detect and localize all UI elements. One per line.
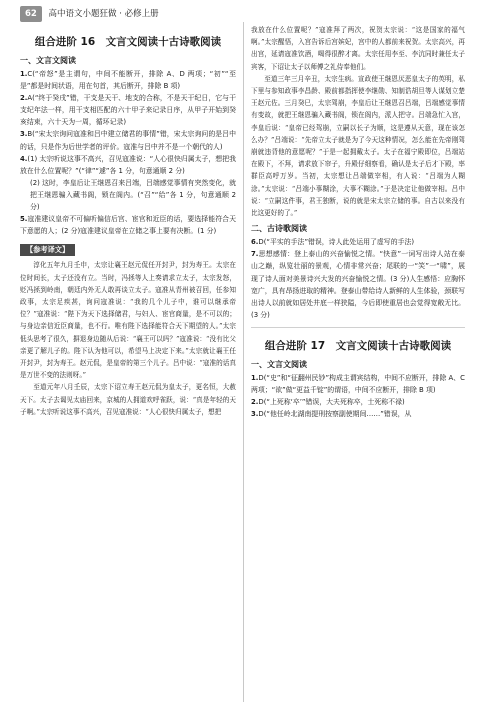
page-header xyxy=(20,6,159,22)
answer-number: 7. xyxy=(251,250,259,259)
answer-number: 6. xyxy=(251,238,259,247)
reference-translation-heading: 【参考译文】 xyxy=(20,244,75,256)
g17-answer-1 xyxy=(251,372,465,396)
answer-number: 3. xyxy=(20,130,28,139)
answer-number: 2. xyxy=(20,94,28,103)
group17-title: 组合进阶 17 文言文阅读十古诗歌阅读 xyxy=(264,339,452,352)
section-rule xyxy=(251,327,465,328)
translation-continued: 我放在什么位置呢？”寇准拜了两次，祝贺太宗说：“这是国家的福气啊。”太宗醒悟，入宫告诉后宫嫔妃，宫中的人都前来祝贺。太宗高兴，再出宫，延请寇准饮酒，喝得很醉才离。太宗任用李至、李沆同时兼任太子宾客，下诏让太子以师傅之礼侍奉他们。 xyxy=(251,26,465,71)
translation-paragraph: 至道元年八月壬辰，太宗下诏立寿王赵元侃为皇太子，更名恒，大赦天下。太子去谒见太庙回来，京城的人拥道欢呼雀跃，说：“真是年轻的天子啊。”太宗听说这事不高兴，召见寇准说：“人心很快归属太子，想把 xyxy=(20,383,236,416)
answer-6 xyxy=(251,236,465,248)
left-column xyxy=(20,24,236,418)
answer-text: A(“终于癸戌”错，干支是天干、地支的合称，不是天干纪日，它与干支纪年法一样，用干支相匹配的六十甲子来记录日序，从甲子开始到癸亥结束，六十天为一周，循环记录) xyxy=(20,94,236,127)
answer-text: C(“帝怒”是主谓句，中间不能断开，排除 A、D 两项；“初”“至是”都是时间状语，用在句首，其后断开，排除 B 项) xyxy=(20,70,236,91)
section-classical-reading-17: 一、文言文阅读 xyxy=(251,359,307,369)
answer-5 xyxy=(20,213,236,237)
answer-text: D(“他任岭北湖南提刑按察副使期间……”错误，从 xyxy=(258,410,412,419)
page-number: 62 xyxy=(20,6,42,22)
right-column xyxy=(251,24,465,420)
book-title: 高中语文小题狂做 · 必修上册 xyxy=(48,9,159,19)
answer-number: 1. xyxy=(251,373,259,382)
translation-paragraph: 淳化五年九月壬申，太宗让襄王赵元侃任开封尹，封为寿王。太宗在位时间长，太子还没有立。当时，冯拯等人上奏请求立太子，太宗发怒，贬冯拯到岭南，朝廷内外无人敢再谈立太子。寇准从青州被召回，任参知政事，太宗足疾甚，询问寇准说：“我的几个儿子中，谁可以继承帝位？”寇准说：“陛下为天下选择储君，与妇人、宦官商量，是不可以的；与身边亲信近臣商量，也不行。唯有陛下选择能符合天下期望的人。”太宗低头思考了很久，摒退身边随从后说：“襄王可以吗？”寇准说：“没有比父亲更了解儿子的。陛下认为他可以，希望马上决定下来。”太宗就让襄王任开封尹，封为寿王。赵元侃，是皇帝的第三个儿子。吕中说：“寇准的话真是万世不变的法则呀。” xyxy=(20,261,236,380)
answer-text: (1) 太宗听说这事不高兴，召见寇准说：“人心很快归属太子，想把我放在什么位置呢？”(“律”“遽”各 1 分，句意通顺 2 分) xyxy=(20,154,236,175)
answer-number: 5. xyxy=(20,215,28,224)
answer-text: 寇准建议皇帝不可偏听偏信后宫、宦官和近臣的话，要选择能符合天下意愿的人；(2 分)寇准建议皇帝在立储之事上要有决断。(1 分) xyxy=(20,215,236,236)
section-poetry-reading: 二、古诗歌阅读 xyxy=(251,224,307,234)
answer-number: 3. xyxy=(251,410,259,419)
answer-7 xyxy=(251,248,465,321)
answer-number: 1. xyxy=(20,70,28,78)
answer-number: 4. xyxy=(20,154,28,163)
column-divider xyxy=(243,22,244,702)
translation-paragraph: 至道三年三月辛丑，太宗生病。宣政使王继恩厌恶皇太子的英明，私下里与参知政事李昌龄、殿前都指挥使李继勋、知制诰胡旦等人谋划立楚王赵元佐。三月癸巳，太宗驾崩，李皇后让王继恩召吕端，吕端感觉事情有变故，就把王继恩骗入藏书阁，锁在阁内，派人把守。吕端急忙入宫，李皇后说：“皇帝已经驾崩，立嗣以长子为顺，这是遵从天意，现在该怎么办？”吕端说：“先帝立太子就是为了今天这种情况，怎么能在先帝刚驾崩就违背他的意愿呢？”于是一起拥戴太子。太子在福宁殿即位，吕端站在殿下，不拜，请求放下帘子，升殿仔细察看，确认是太子后才下殿，率群臣高呼万岁。当初，太宗想让吕端做宰相，有人说：“吕端为人糊涂。”太宗说：“吕端小事糊涂，大事不糊涂。”于是决定让他做宰相。吕中说：“立嗣这件事，君王独断，说的就是宋太宗立储的事。自古以来没有比这更好的了。” xyxy=(251,74,465,218)
answer-text: D(“上死称‘卒’”错误，大夫死称卒，士死称不禄) xyxy=(258,398,405,407)
answer-text: D(“平实的手法”错误，诗人此处运用了虚写的手法) xyxy=(258,238,415,247)
answer-text: 思想感情：登上泰山的兴奋愉悦之情。“快意”一词写出诗人站在泰山之巅，纵览壮丽的景观，心情非常兴奋；尾联的一“笑”一“啸”，展现了诗人面对美景诗兴大发的兴奋愉悦之情。(3 分)人生感悟：应胸怀宽广，具有昂扬进取的精神。登泰山带给诗人新鲜的人生体验，颈联写出诗人以前就如居处井底一样狭隘，今后即使重居也会觉得宽敞无比。(3 分) xyxy=(251,250,465,319)
section-classical-reading: 一、文言文阅读 xyxy=(20,56,76,65)
g17-answer-3 xyxy=(251,408,465,420)
answer-1 xyxy=(20,68,236,92)
g17-answer-2 xyxy=(251,396,465,408)
answer-2 xyxy=(20,92,236,128)
group16-title: 组合进阶 16 文言文阅读十古诗歌阅读 xyxy=(34,36,222,48)
answer-4-1 xyxy=(20,153,236,177)
answer-text: B(“宋太宗询问寇准和吕中建立储君的事情”错，宋太宗询问的是吕中的话，只是作为后世学者的评价。寇准与吕中并不是一个朝代的人) xyxy=(20,130,236,151)
answer-number: 2. xyxy=(251,398,259,407)
answer-3 xyxy=(20,128,236,152)
answer-text: D(“史”和“征翻州民钞”构成主谓宾结构，中间不应断开，排除 A、C 两项；“欲”做“更益千锭”的谓语，中间不应断开，排除 B 项) xyxy=(251,373,465,394)
answer-4-2: (2) 这时，李皇后让王继恩召来吕端，吕端感觉事情有突然变化，就把王继恩骗入藏书阁，锁在阁内。(“召”“给”各 1 分，句意通顺 2 分) xyxy=(30,178,236,212)
